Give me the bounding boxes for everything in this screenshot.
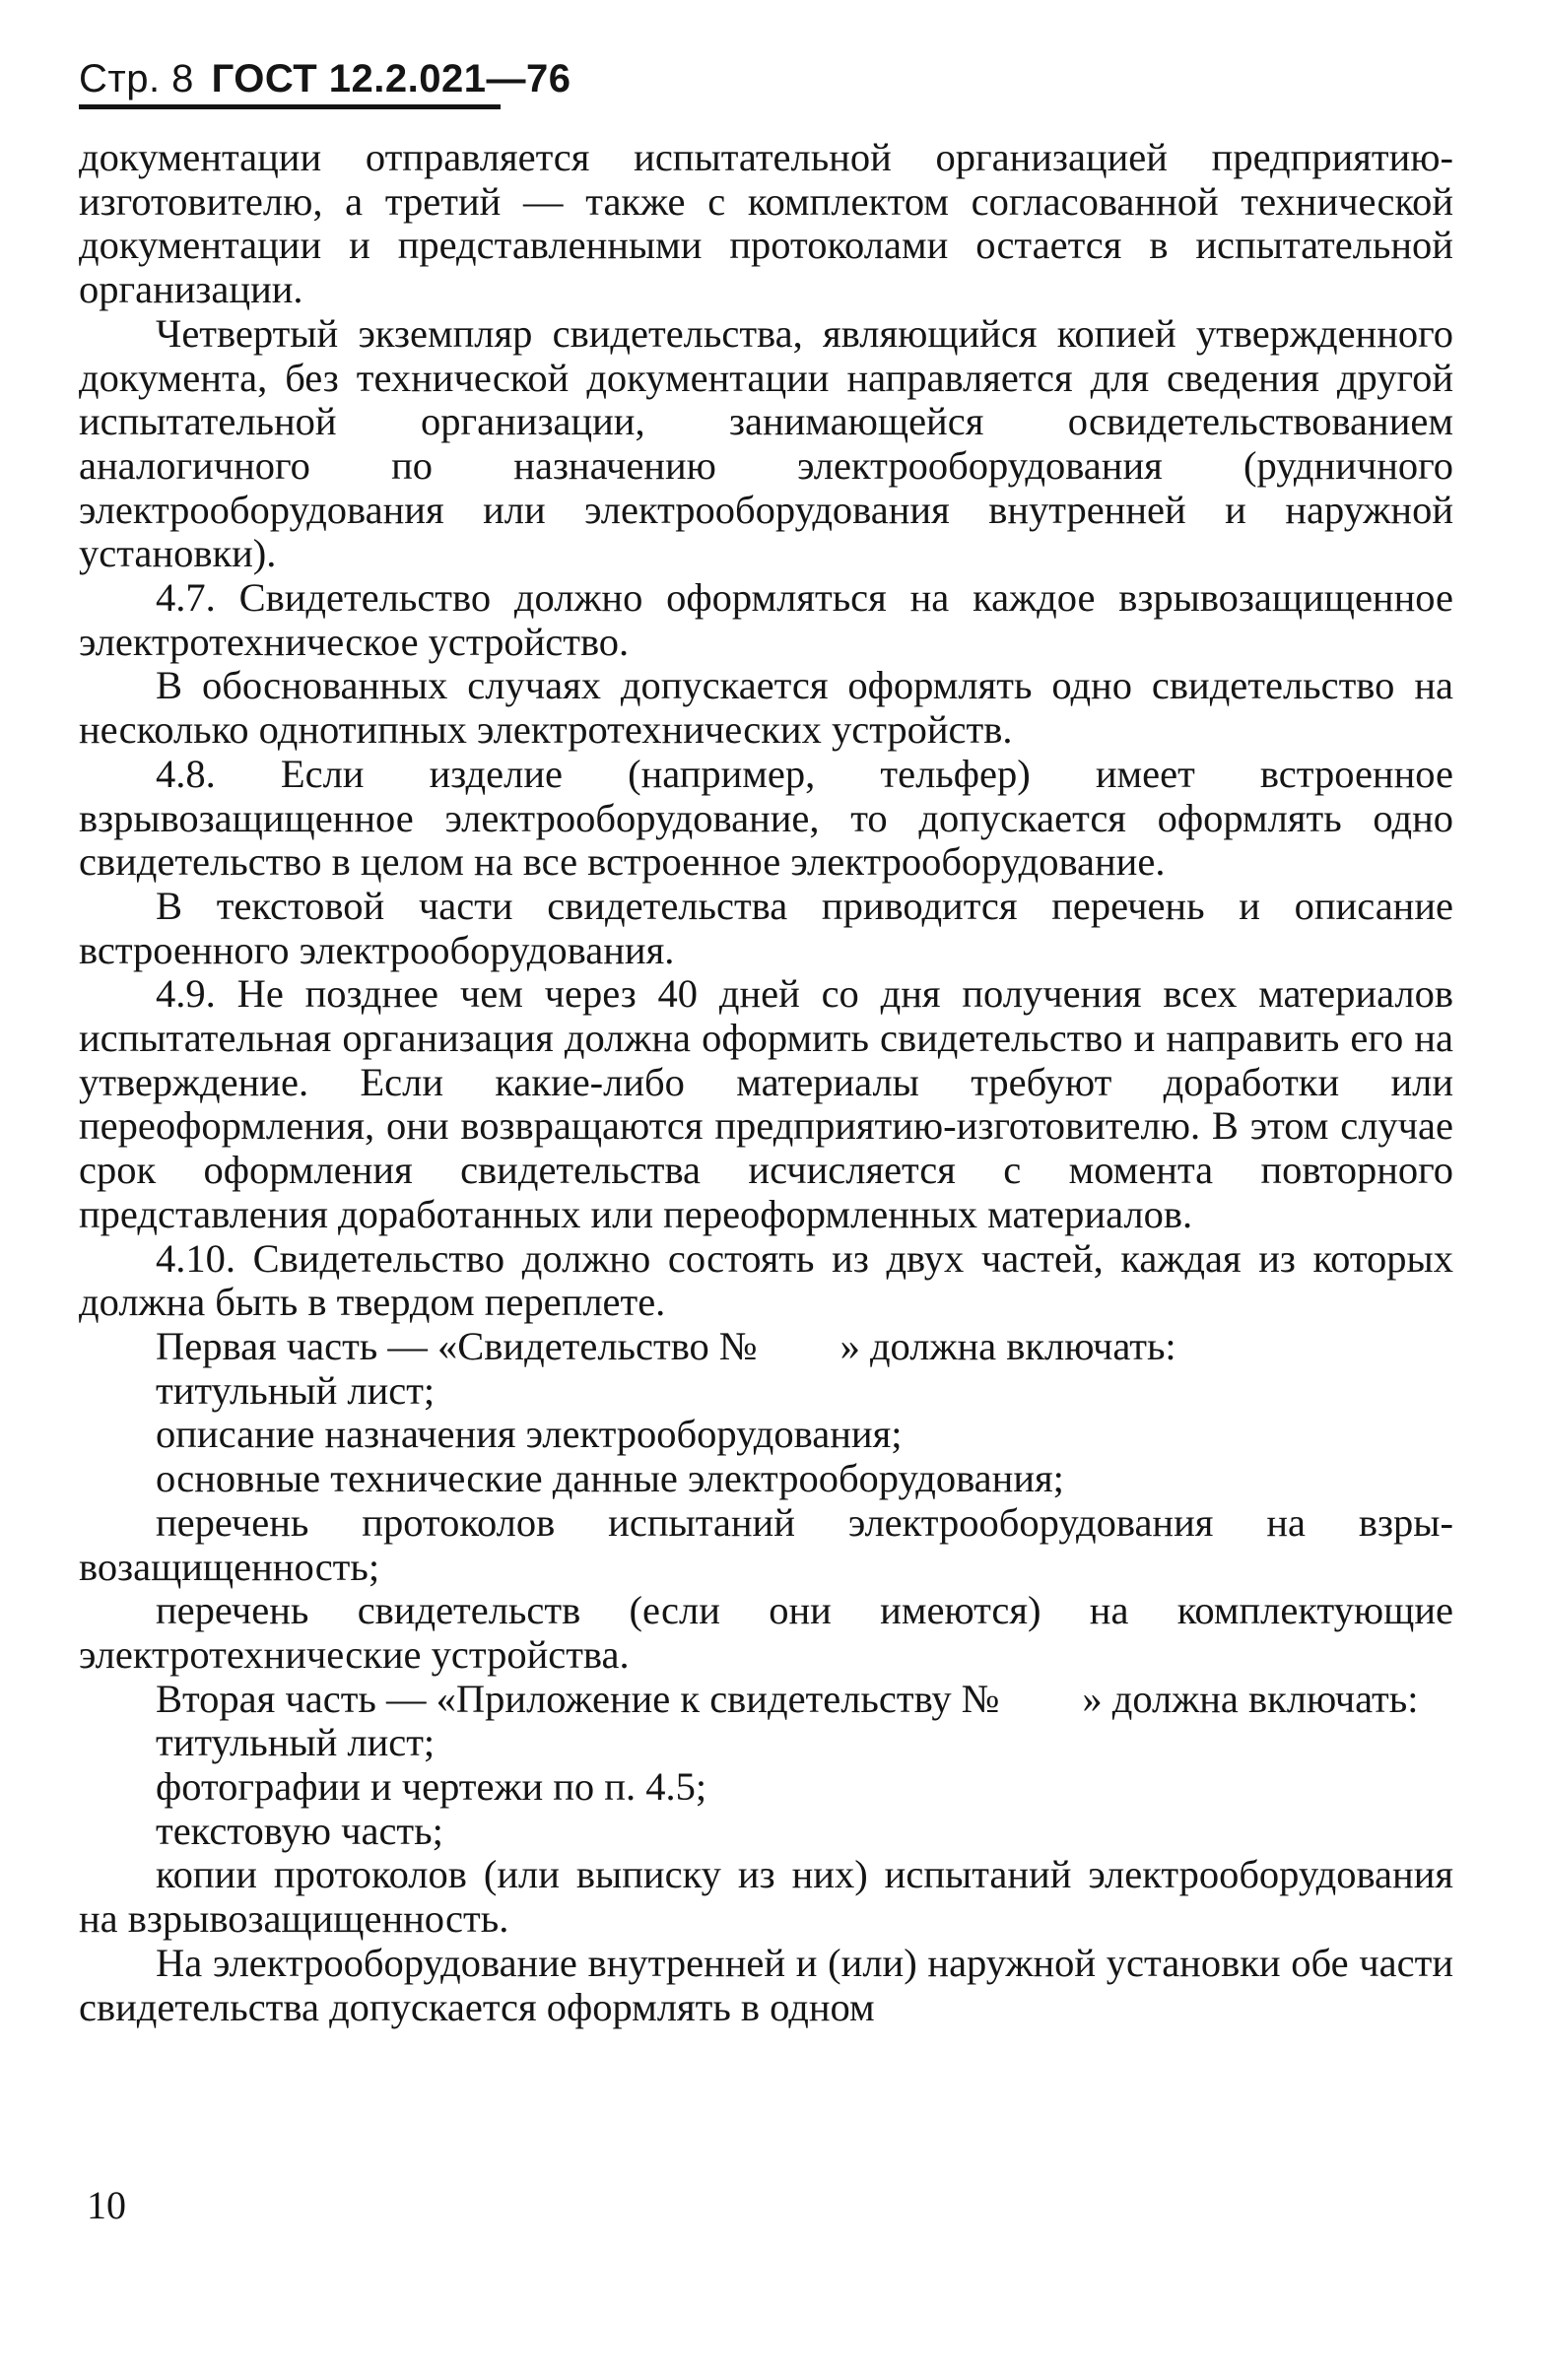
document-body (79, 136, 1453, 2029)
closing-paragraph: На электрооборудование внутренней и (или) наружной установки обе части свидетельства допускается оформлять в одном (79, 1940, 1453, 2029)
part-two-item: фотографии и чертежи по п. 4.5; (156, 1764, 707, 1810)
clause-4-9: 4.9. Не позднее чем через 40 дней со дня получения всех материалов испытательная организация должна оформить свидетельство и направить его на утверждение. Если какие-либо материалы требуют доработки или переоформления, они возвращаются предприятию-изготовителю. В этом случае срок оформления свидетельства исчисляется с момента повторного представления доработанных или переоформленных материалов. (79, 971, 1453, 1236)
standard-number: ГОСТ 12.2.021—76 (211, 57, 571, 100)
paragraph-copies-continued: документации отправляется испытательной организацией предприятию-изготовителю, а третий — также с комплектом согласованной технической документации и представленными протоколами остается в испытательной организации. (79, 135, 1453, 312)
clause-4-10: 4.10. Свидетельство должно состоять из двух частей, каждая из которых должна быть в твердом переплете. (79, 1235, 1453, 1325)
paragraph-text-part: В текстовой части свидетельства приводится перечень и описание встроенного электрооборудования. (79, 883, 1453, 972)
paragraph-justified-cases: В обоснованных случаях допускается оформлять одно свидетельство на несколько однотипных электротехнических устройств. (79, 663, 1453, 753)
part-two-item: титульный лист; (156, 1720, 436, 1765)
part-one-item: описание назначения электрооборудования; (156, 1412, 903, 1457)
page-number: 10 (87, 2183, 126, 2227)
page-label: Стр. 8 (79, 57, 194, 100)
part-one-intro-before: Первая часть — «Свидетельство № (156, 1323, 758, 1368)
page-header (79, 57, 571, 101)
clause-4-7: 4.7. Свидетельство должно оформляться на каждое взрывозащищенное электротехническое устройство. (79, 575, 1453, 664)
part-two-item: текстовую часть; (156, 1808, 443, 1853)
part-one-item: перечень протоколов испытаний электрооборудования на взрывозащищенность; (79, 1499, 1453, 1589)
part-two-intro-before: Вторая часть — «Приложение к свидетельству № (156, 1676, 1000, 1721)
part-two-intro (79, 1678, 1453, 1722)
part-two-item: копии протоколов (или выписку из них) испытаний электрооборудования на взрывозащищенность. (79, 1852, 1453, 1942)
part-one-intro-after: » должна включать: (840, 1323, 1176, 1368)
part-two-intro-after: » должна включать: (1082, 1676, 1419, 1721)
part-one-intro (79, 1325, 1453, 1369)
part-one-item: перечень свидетельств (если они имеются) на комплектующие электротехнические устройства. (79, 1588, 1453, 1677)
header-rule (79, 104, 501, 109)
clause-4-8: 4.8. Если изделие (например, тельфер) имеет встроенное взрывозащищенное электрооборудование, то допускается оформлять одно свидетельство в целом на все встроенное электрооборудование. (79, 751, 1453, 885)
part-one-item: титульный лист; (156, 1367, 436, 1413)
paragraph-fourth-copy: Четвертый экземпляр свидетельства, являющийся копией утвержденного документа, без технической документации направляется для сведения другой испытательной организации, занимающейся освидетельствованием аналогичного по назначению электрооборудования (рудничного электрооборудования или электрооборудования внутренней и наружной установки). (79, 310, 1453, 576)
part-one-item: основные технические данные электрооборудования; (156, 1456, 1064, 1501)
